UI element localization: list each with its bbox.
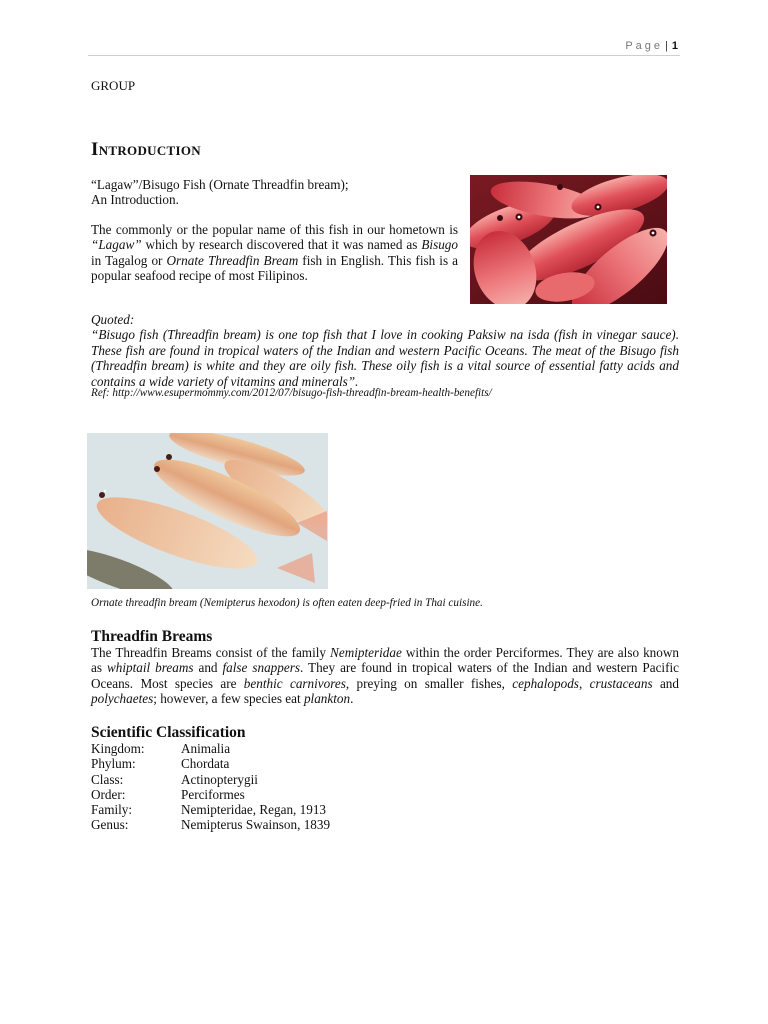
row-key: Order: bbox=[91, 786, 126, 802]
row-key: Genus: bbox=[91, 817, 129, 833]
para-ornate: Ornate Threadfin Bream bbox=[166, 252, 299, 268]
para-text-2: which by research discovered that it was named as bbox=[141, 237, 422, 253]
threadfin-breams-paragraph bbox=[91, 645, 679, 707]
group-label: GROUP bbox=[91, 78, 136, 93]
tb-false-snappers: false snappers bbox=[222, 660, 300, 676]
classification-table bbox=[91, 741, 330, 833]
tb-text-6: , bbox=[578, 675, 590, 691]
table-row bbox=[91, 772, 330, 787]
tb-text-7: and bbox=[652, 675, 679, 691]
tb-text-9: . bbox=[350, 691, 354, 707]
tb-cephalopods: cephalopods bbox=[512, 675, 579, 691]
table-row bbox=[91, 787, 330, 802]
subtitle-line-2: An Introduction. bbox=[91, 192, 179, 208]
row-key: Kingdom: bbox=[91, 741, 145, 756]
row-key: Family: bbox=[91, 802, 133, 818]
table-row bbox=[91, 802, 330, 817]
table-row bbox=[91, 817, 330, 832]
photo-caption: Ornate threadfin bream (Nemipterus hexodon) is often eaten deep-fried in Thai cuisine. bbox=[91, 597, 483, 609]
page-header bbox=[625, 40, 678, 52]
row-key: Phylum: bbox=[91, 756, 136, 772]
quote-block bbox=[91, 312, 679, 389]
table-row bbox=[91, 741, 330, 756]
subtitle-line-1: “Lagaw”/Bisugo Fish (Ornate Threadfin bream); bbox=[91, 177, 349, 192]
para-bisugo: Bisugo bbox=[421, 237, 458, 253]
tb-text-1: The Threadfin Breams consist of the family bbox=[91, 645, 331, 660]
para-text-4: fish in English. This fish is a popular seafood recipe of most Filipinos. bbox=[91, 252, 459, 284]
row-value: Nemipteridae, Regan, 1913 bbox=[181, 802, 327, 818]
quote-text: “Bisugo fish (Threadfin bream) is one top fish that I love in cooking Paksiw na isda (fish in vinegar sauce). These fish are found in tropical waters of the Indian and western Pacific Oceans. The meat of the Bisugo fish (Threadfin bream) is white and they are oily fish. These oily fish is a vital source of essential fatty acids and contains a wide variety of vitamins and minerals”. bbox=[91, 327, 679, 389]
tb-benthic: benthic carnivores bbox=[243, 675, 346, 691]
row-value: Actinopterygii bbox=[181, 771, 258, 787]
row-value: Nemipterus Swainson, 1839 bbox=[181, 817, 331, 833]
row-value: Perciformes bbox=[181, 786, 245, 802]
page-label: Page bbox=[625, 40, 664, 52]
reference-link[interactable]: Ref: http://www.esupermommy.com/2012/07/bisugo-fish-threadfin-bream-health-benefits/ bbox=[91, 387, 492, 399]
tb-polychaetes: polychaetes bbox=[91, 691, 154, 707]
tb-plankton: plankton bbox=[303, 691, 351, 707]
fish-on-ice-photo bbox=[87, 433, 328, 589]
tb-text-5: , preying on smaller fishes, bbox=[345, 675, 513, 691]
row-key: Class: bbox=[91, 771, 124, 787]
para-lagaw: “Lagaw” bbox=[91, 237, 142, 253]
introduction-subtitle bbox=[91, 177, 451, 208]
para-text-3: in Tagalog or bbox=[91, 252, 167, 268]
tb-crustaceans: crustaceans bbox=[589, 675, 653, 691]
table-row bbox=[91, 756, 330, 771]
classification-heading: Scientific Classification bbox=[91, 724, 246, 741]
threadfin-breams-heading: Threadfin Breams bbox=[91, 628, 213, 645]
tb-text-4: . They are found in tropical waters of the Indian and western Pacific Oceans. Most species are bbox=[91, 660, 679, 691]
introduction-paragraph bbox=[91, 222, 458, 284]
header-rule bbox=[88, 55, 680, 56]
quoted-label: Quoted: bbox=[91, 312, 135, 327]
red-fish-photo bbox=[470, 175, 667, 304]
tb-text-3: and bbox=[193, 660, 223, 676]
tb-whiptail: whiptail breams bbox=[106, 660, 194, 676]
row-value: Animalia bbox=[181, 741, 231, 756]
page-number: 1 bbox=[671, 40, 678, 52]
tb-text-2: within the order Perciformes. They are also known as bbox=[91, 645, 679, 676]
page-separator: | bbox=[665, 40, 668, 52]
tb-text-8: ; however, a few species eat bbox=[153, 691, 304, 707]
tb-nemipteridae: Nemipteridae bbox=[330, 645, 402, 660]
row-value: Chordata bbox=[181, 756, 230, 772]
para-text-1: The commonly or the popular name of this fish in our hometown is bbox=[91, 222, 458, 237]
introduction-heading: Introduction bbox=[91, 139, 201, 160]
